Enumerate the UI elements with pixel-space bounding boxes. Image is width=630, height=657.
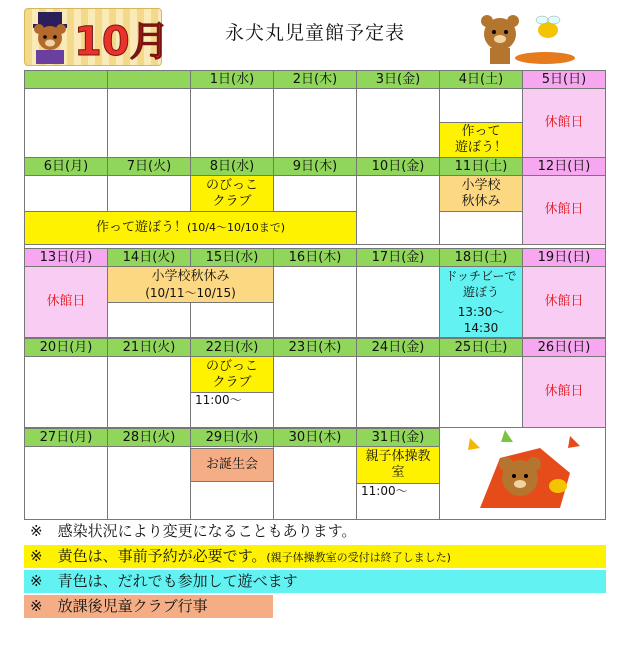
day-header: 3日(金) [356, 70, 440, 89]
day-header: 30日(木) [273, 428, 357, 447]
day-cell [190, 88, 274, 158]
day-header-sunday: 5日(日) [522, 70, 606, 89]
bear-leaves-icon [450, 428, 600, 516]
event-label: ドッチビーで 遊ぼう [445, 269, 517, 299]
day-header: 17日(金) [356, 248, 440, 267]
event-time: 13:30～ 14:30 [457, 305, 505, 335]
page-title: 永犬丸児童館予定表 [224, 22, 405, 44]
day-header-sunday: 26日(日) [522, 338, 606, 357]
day-header: 11日(土) [439, 157, 523, 176]
event-label: 小学校秋休み [151, 268, 230, 284]
event-closed: 休館日 [522, 88, 606, 158]
day-cell [273, 446, 357, 520]
note-text: ※ 青色は、だれでも参加して遊べます [30, 572, 298, 590]
event-school-autumn-break-span [107, 266, 274, 303]
day-cell [439, 211, 523, 245]
event-dodgebee [439, 266, 523, 338]
day-cell [273, 356, 357, 428]
day-header-sunday: 12日(日) [522, 157, 606, 176]
day-cell [273, 266, 357, 338]
event-time: 11:00～ [356, 483, 440, 520]
day-header [107, 70, 191, 89]
day-header: 28日(火) [107, 428, 191, 447]
day-cell [273, 88, 357, 158]
event-dates: (10/4～10/10まで) [187, 221, 285, 234]
event-closed: 休館日 [522, 356, 606, 428]
day-cell [356, 356, 440, 428]
event-nobikko-club: のびっこ クラブ [190, 175, 274, 212]
event-closed: 休館日 [522, 175, 606, 245]
bear-autumn-icon [470, 10, 580, 65]
event-tsukutte-asobou: 作って 遊ぼう！ [439, 122, 523, 158]
day-cell [356, 266, 440, 338]
day-cell [439, 356, 523, 428]
day-cell [107, 175, 191, 212]
note-text: ※ 黄色は、事前予約が必要です。 [30, 547, 267, 565]
day-header: 20日(月) [24, 338, 108, 357]
day-header: 6日(月) [24, 157, 108, 176]
day-header: 2日(木) [273, 70, 357, 89]
day-cell [24, 88, 108, 158]
day-header-holiday: 13日(月) [24, 248, 108, 267]
day-header: 23日(木) [273, 338, 357, 357]
day-header: 8日(水) [190, 157, 274, 176]
event-time: 11:00～ [190, 392, 274, 428]
note-blue-open [24, 570, 606, 593]
event-nobikko-club: のびっこ クラブ [190, 356, 274, 393]
day-cell [24, 175, 108, 212]
event-school-autumn-break: 小学校 秋休み [439, 175, 523, 212]
day-header-sunday: 19日(日) [522, 248, 606, 267]
event-birthday-party: お誕生会 [190, 448, 274, 482]
event-parent-child-gym: 親子体操教 室 [356, 446, 440, 484]
day-header: 25日(土) [439, 338, 523, 357]
day-cell [190, 302, 274, 338]
note-text: ※ 感染状況により変更になることもあります。 [30, 522, 357, 540]
day-header: 24日(金) [356, 338, 440, 357]
note-yellow-reservation [24, 545, 606, 568]
day-cell [356, 175, 440, 245]
day-header: 4日(土) [439, 70, 523, 89]
note-infection [24, 520, 419, 543]
note-afterschool-club [24, 595, 273, 618]
day-cell [107, 356, 191, 428]
event-label: 作って遊ぼう！ [95, 220, 187, 235]
day-cell [107, 446, 191, 520]
day-header: 10日(金) [356, 157, 440, 176]
day-header: 29日(水) [190, 428, 274, 447]
day-header: 16日(木) [273, 248, 357, 267]
day-header: 1日(水) [190, 70, 274, 89]
day-cell [273, 175, 357, 212]
note-subtext: (親子体操教室の受付は終了しました) [266, 551, 451, 564]
month-badge: 10月 [74, 19, 170, 65]
event-dates: (10/11～10/15) [145, 285, 236, 300]
day-header: 14日(火) [107, 248, 191, 267]
day-cell [24, 446, 108, 520]
day-header: 15日(水) [190, 248, 274, 267]
day-header: 27日(月) [24, 428, 108, 447]
day-header: 7日(火) [107, 157, 191, 176]
event-closed: 休館日 [24, 266, 108, 338]
day-cell [107, 88, 191, 158]
day-header [24, 70, 108, 89]
day-header: 9日(木) [273, 157, 357, 176]
day-cell [356, 88, 440, 158]
day-cell [439, 88, 523, 123]
day-cell [24, 356, 108, 428]
day-header: 18日(土) [439, 248, 523, 267]
event-closed: 休館日 [522, 266, 606, 338]
note-text: ※ 放課後児童クラブ行事 [30, 597, 208, 615]
day-header: 21日(火) [107, 338, 191, 357]
day-header: 22日(水) [190, 338, 274, 357]
day-header: 31日(金) [356, 428, 440, 447]
day-cell [107, 302, 191, 338]
event-tsukutte-asobou-span [24, 211, 357, 245]
